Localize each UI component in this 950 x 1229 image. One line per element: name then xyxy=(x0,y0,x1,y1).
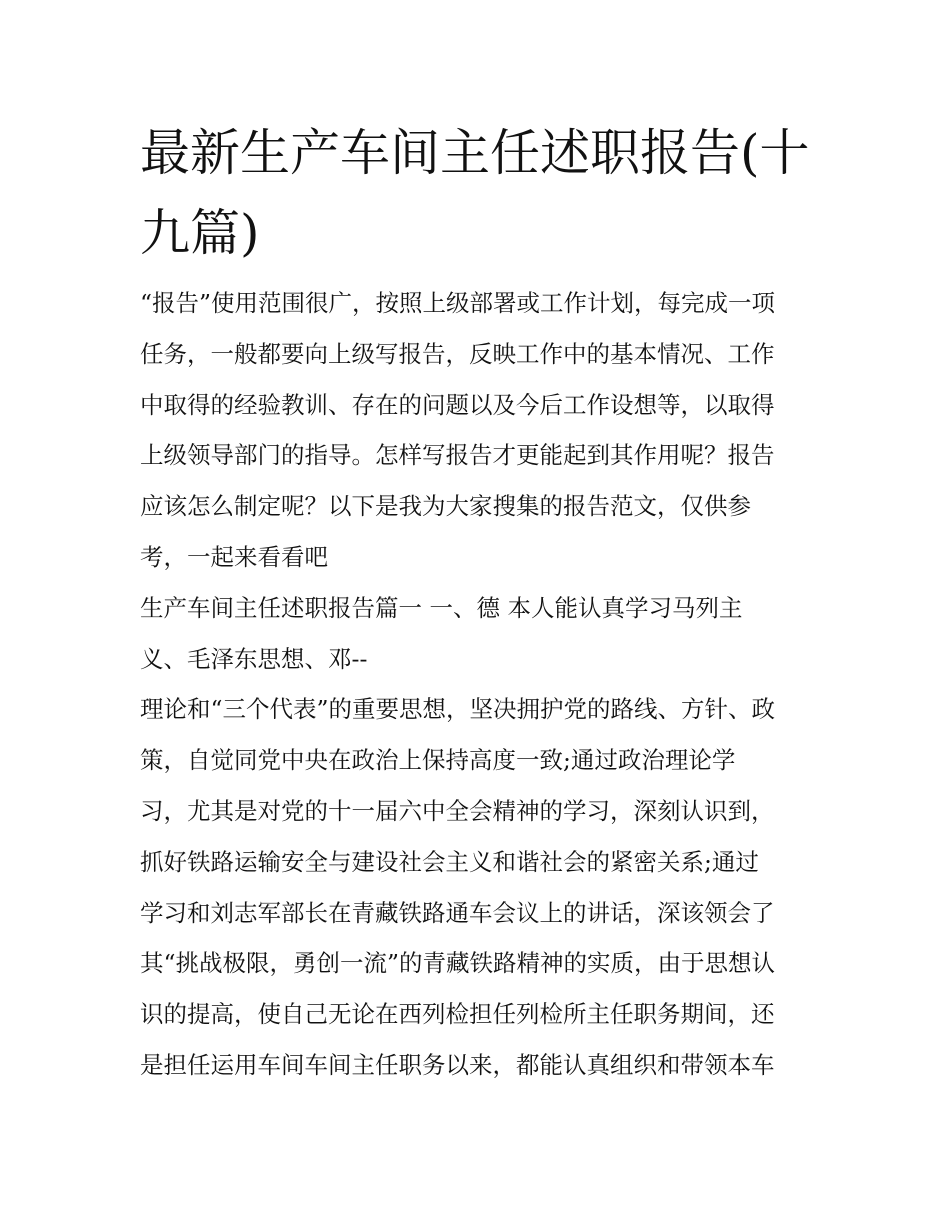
body-line: 策，自觉同党中央在政治上保持高度一致;通过政治理论学 xyxy=(140,746,736,775)
document-body xyxy=(140,278,830,1091)
body-line: 上级领导部门的指导。怎样写报告才更能起到其作用呢？报告 xyxy=(140,441,775,470)
body-line: 义、毛泽东思想、邓-- xyxy=(140,644,368,673)
body-line: 考，一起来看看吧 xyxy=(140,542,328,571)
document-title xyxy=(140,113,820,273)
title-line: 最新生产车间主任述职报告(十 xyxy=(140,124,810,182)
body-line: 应该怎么制定呢？以下是我为大家搜集的报告范文，仅供参 xyxy=(140,492,751,521)
body-line: 学习和刘志军部长在青藏铁路通车会议上的讲话，深该领会了 xyxy=(140,898,775,927)
body-line: 理论和“三个代表”的重要思想，坚决拥护党的路线、方针、政 xyxy=(140,695,776,724)
body-line: 生产车间主任述职报告篇一 一、德 本人能认真学习马列主 xyxy=(140,593,743,622)
title-line: 九篇) xyxy=(140,204,260,262)
body-line: “报告”使用范围很广，按照上级部署或工作计划，每完成一项 xyxy=(140,289,776,317)
body-line: 抓好铁路运输安全与建设社会主义和谐社会的紧密关系;通过 xyxy=(140,847,759,876)
body-line: 中取得的经验教训、存在的问题以及今后工作设想等，以取得 xyxy=(140,390,775,419)
body-line: 识的提高，使自己无论在西列检担任列检所主任职务期间，还 xyxy=(140,1000,775,1029)
body-line: 任务，一般都要向上级写报告，反映工作中的基本情况、工作 xyxy=(140,339,775,368)
body-line: 其“挑战极限，勇创一流”的青藏铁路精神的实质，由于思想认 xyxy=(140,949,776,978)
body-line: 习，尤其是对党的十一届六中全会精神的学习，深刻认识到， xyxy=(140,796,775,825)
body-line: 是担任运用车间车间主任职务以来，都能认真组织和带领本车 xyxy=(140,1050,775,1079)
